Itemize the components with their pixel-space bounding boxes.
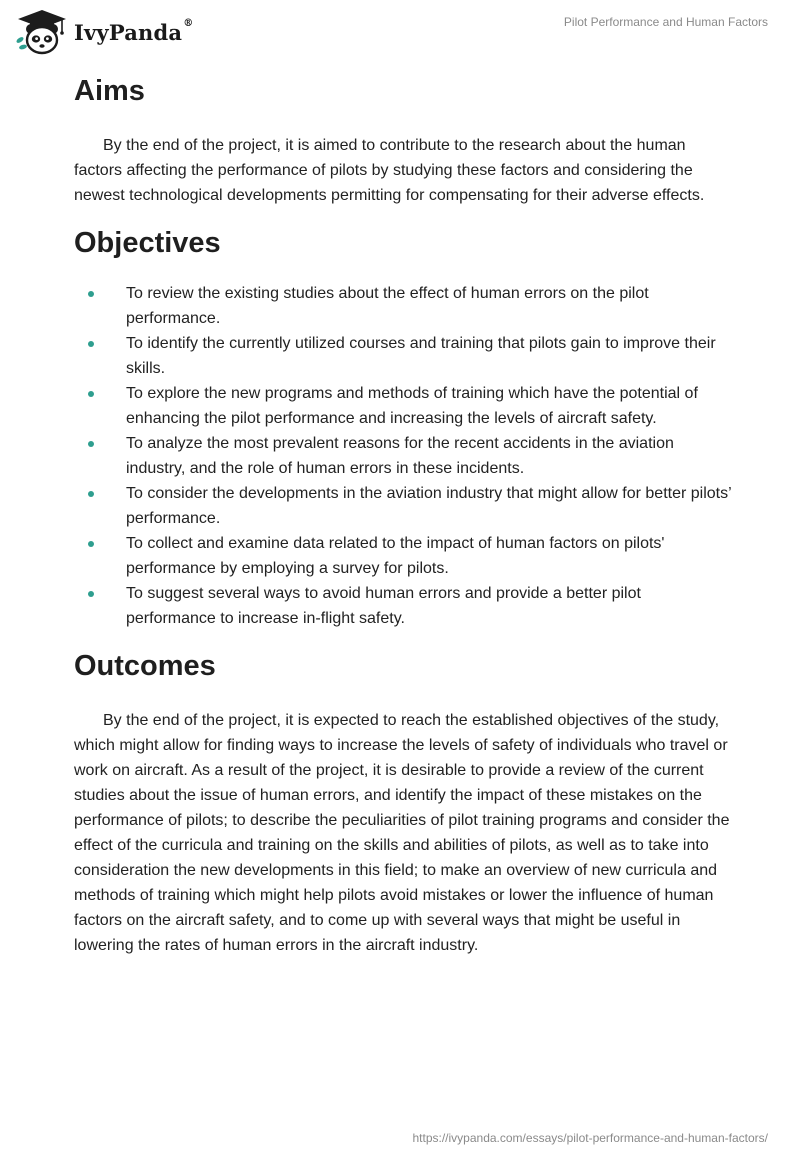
panda-graduate-icon [14,8,70,56]
objectives-section [74,222,734,631]
list-item: To explore the new programs and methods of training which have the potential of enhancing the pilot performance and increasing the levels of aircraft safety. [74,381,734,431]
aims-heading: Aims [74,75,145,107]
page-header [0,0,800,60]
ivypanda-logo[interactable] [14,8,193,56]
list-item: To collect and examine data related to the impact of human factors on pilots' performance by employing a survey for pilots. [74,531,734,581]
bullet-icon [88,491,94,497]
list-item: To review the existing studies about the effect of human errors on the pilot performance. [74,281,734,331]
objectives-list [74,281,734,631]
list-item: To suggest several ways to avoid human errors and provide a better pilot performance to increase in-flight safety. [74,581,734,631]
list-item: To consider the developments in the aviation industry that might allow for better pilots’ performance. [74,481,734,531]
bullet-icon [88,291,94,297]
bullet-icon [88,591,94,597]
bullet-icon [88,441,94,447]
objectives-heading: Objectives [74,227,221,259]
bullet-icon [88,391,94,397]
source-url-link[interactable]: https://ivypanda.com/essays/pilot-performance-and-human-factors/ [412,1131,768,1145]
running-title: Pilot Performance and Human Factors [563,15,768,29]
outcomes-section [74,645,734,958]
brand-name: IvyPanda® [74,17,194,45]
aims-section [74,70,734,208]
list-item: To analyze the most prevalent reasons for the recent accidents in the aviation industry, and the role of human errors in these incidents. [74,431,734,481]
list-item: To identify the currently utilized courses and training that pilots gain to improve their skills. [74,331,734,381]
outcomes-paragraph: By the end of the project, it is expected to reach the established objectives of the study, which might allow for finding ways to increase the levels of safety of individuals who travel or work on aircraft. As a result of the project, it is desirable to provide a review of the current studies about the issue of human errors, and identify the impact of these mistakes on the performance of pilots; to describe the peculiarities of pilot training programs and consider the effect of the curricula and training on the skills and abilities of pilots, as well as to take into consideration the new developments in this field; to make an overview of new curricula and methods of training which might help pilots avoid mistakes or lower the influence of human factors on the aircraft safety, and to come up with several ways that might be useful in lowering the rates of human errors in the aircraft industry. [74,712,730,954]
aims-paragraph: By the end of the project, it is aimed to contribute to the research about the human factors affecting the performance of pilots by studying these factors and considering the newest technological developments permitting for compensating for their adverse effects. [74,137,705,204]
essay-content [74,70,734,958]
bullet-icon [88,541,94,547]
outcomes-heading: Outcomes [74,650,216,682]
bullet-icon [88,341,94,347]
